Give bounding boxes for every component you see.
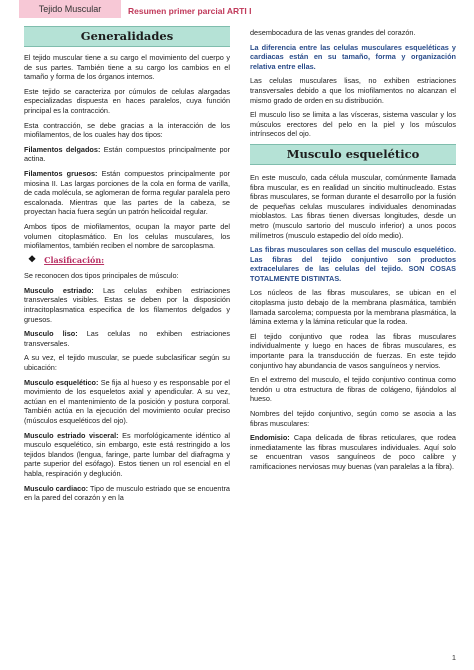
section-banner-generalidades: Generalidades — [24, 26, 230, 47]
page-number: 1 — [451, 653, 456, 662]
definition-striated — [24, 286, 230, 324]
paragraph: En el extremo del musculo, el tejido conjuntivo continua como tendón u otra estructura de fibras de colágeno, fijándolos al hueso. — [250, 375, 456, 404]
definition-smooth — [24, 329, 230, 348]
term-label: Musculo liso: — [24, 329, 78, 339]
section-heading-clasificacion — [24, 256, 230, 266]
term-label: Musculo estriado: — [24, 285, 94, 295]
term-text: Capa delicada de fibras reticulares, que rodea inmediatamente las fibras musculares individuales. Aquí solo se encuentran vasos sanguíneos de poco calibre y ramificaciones nerviosas muy buenas (van paralelas a la fibra). — [250, 433, 456, 471]
term-label: Musculo esquelético: — [24, 377, 99, 387]
definition-thick-filaments — [24, 169, 230, 217]
paragraph: Nombres del tejido conjuntivo, según como se asocia a las fibras musculares: — [250, 409, 456, 428]
paragraph: desembocadura de las venas grandes del corazón. — [250, 28, 416, 37]
right-column — [250, 20, 456, 477]
paragraph: El tejido muscular tiene a su cargo el movimiento del cuerpo y de sus partes. También tiene a su cargo los cambios en el tamaño y forma de los órganos internos. — [24, 53, 230, 82]
section-banner-musculo-esqueletico: Musculo esquelético — [250, 144, 456, 165]
paragraph: El tejido conjuntivo que rodea las fibras musculares individualmente y luego en haces de fibras musculares, es importante para la transducción de fuerzas. En este tejido conjuntivo hay abundancia de vasos sanguíneos y nervios. — [250, 331, 456, 370]
definition-skeletal — [24, 378, 230, 426]
term-label: Filamentos delgados: — [24, 144, 101, 154]
term-text: Las celulas exhiben estriaciones transversales visibles. Estas se deben por la disposición intracitoplasmatica especifica de los filamentos delgados y gruesos. — [24, 285, 230, 324]
term-text: Es morfológicamente idéntico al musculo esquelético, sin embargo, este está restringido a los tejidos blandos (lengua, faringe, parte lumbar del diafragma y parte superior del esófago). Estos tienen un rol esencial en el habla, respiración y deglución. — [24, 430, 231, 478]
term-label: Endomisio: — [250, 433, 290, 443]
diamond-bullet-icon: ❖ — [28, 254, 37, 265]
paragraph: El musculo liso se limita a las vísceras, sistema vascular y los músculos erectores del pelo en la piel y los músculos intrínsecos del ojo. — [250, 110, 456, 139]
paragraph: Los núcleos de las fibras musculares, se ubican en el citoplasma justo debajo de la membrana plasmática, también llamada sarcolema; compuesta por la membrana plasmática, la lámina externa y la lámina reticular que la rodea. — [250, 288, 456, 327]
header-tab: Tejido Muscular — [19, 0, 121, 18]
term-label: Musculo estriado visceral: — [24, 430, 119, 440]
left-column — [24, 20, 230, 508]
term-text: Tipo de musculo estriado que se encuentra en la pared del corazón y en la — [24, 483, 230, 503]
paragraph: Ambos tipos de miofilamentos, ocupan la mayor parte del volumen citoplasmático. En los celulas musculares, los miofilamentos, también reciben el nombre de sarcoplasma. — [24, 221, 230, 251]
term-text: Se fija al hueso y es responsable por el movimiento de los esqueletos axial y apendicular. A su vez, actúan en el mantenimiento de la posición y postura corporal. También actúa en la ejecución del movimiento ocular preciso (músculos esqueléticos del ojo). — [24, 377, 230, 425]
bold-note-paragraph: Las fibras musculares son cellas del musculo esquelético. Las fibras del tejido conjuntivo son productos extracelulares de las celulas del tejido. SON COSAS TOTALMENTE DISTINTAS. — [250, 245, 456, 283]
paragraph: En este musculo, cada célula muscular, comúnmente llamada fibra muscular, es en realidad un sincitio multinucleado. Estas fibras musculares, se forman durante el desarrollo por la fusión de pequeñas celulas musculares individuales denominadas mioblastos. Las fibras tienen diversas longitudes, desde un metro (musculo sartorio del musculo inferior) a unos pocos milímetros (musculo estapedio del oído medio). — [250, 172, 456, 240]
definition-endomisio — [250, 433, 456, 471]
term-label: Musculo cardiaco: — [24, 483, 89, 493]
paragraph: A su vez, el tejido muscular, se puede subclasificar según su ubicación: — [24, 353, 230, 373]
document-title: Resumen primer parcial ARTI I — [128, 6, 252, 16]
section-heading-text: Clasificación: — [44, 254, 105, 265]
term-text: Están compuestos principalmente por actina. — [24, 144, 230, 164]
paragraph: Este tejido se caracteriza por cúmulos de celulas alargadas especializadas dispuesta en haces paralelos, cuya función principal es la contracción. — [24, 86, 230, 115]
term-label: Filamentos gruesos: — [24, 168, 98, 178]
paragraph: Las celulas musculares lisas, no exhiben estriaciones transversales debido a que los miofilamentos no alcanzan el mismo grado de orden en su distribución. — [250, 76, 456, 105]
definition-thin-filaments — [24, 145, 230, 164]
highlight-paragraph: La diferencia entre las celulas musculares esqueléticas y cardiacas están en su tamaño, forma y organización relativa entre ellas. — [250, 42, 456, 71]
paragraph: Se reconocen dos tipos principales de músculo: — [24, 271, 179, 281]
definition-cardiac — [24, 484, 230, 503]
definition-visceral — [24, 431, 230, 479]
term-text: Están compuestos principalmente por miosina II. Las largas porciones de la cola en forma de varilla, de cada molécula, se aglomeran de forma regular paralela pero escalonada. Mientras que las partes de la cabeza, se proyectan hacia fuera según un patrón helicoidal regular. — [24, 168, 230, 217]
term-text: Las celulas no exhiben estriaciones transversales. — [24, 329, 231, 348]
paragraph: Esta contracción, se debe gracias a la interacción de los miofilamentos, de los cuales hay dos tipos: — [24, 120, 230, 140]
